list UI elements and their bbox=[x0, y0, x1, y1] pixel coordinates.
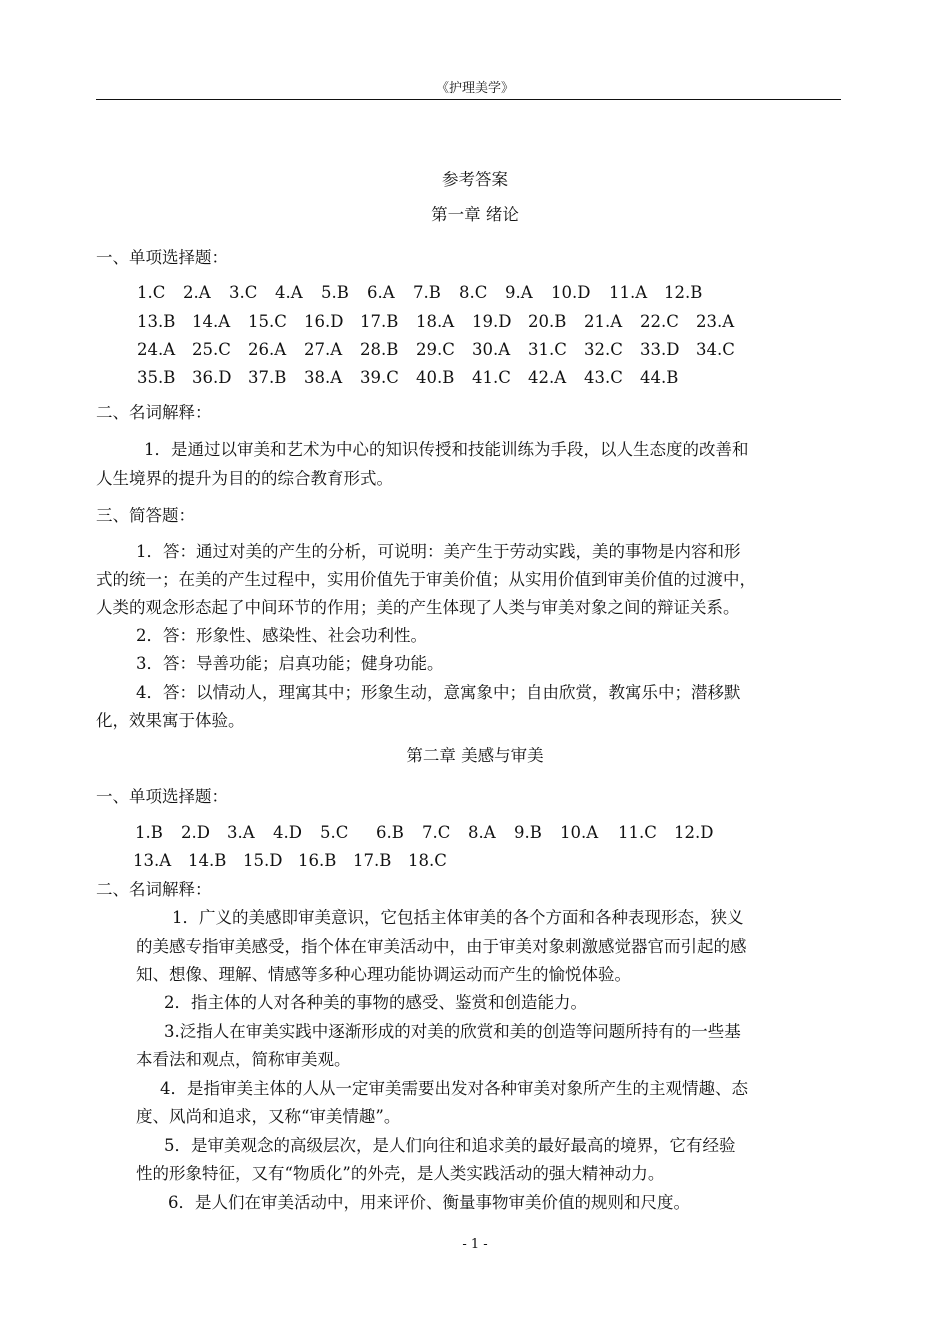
doc-title: 参考答案 bbox=[442, 170, 508, 189]
answer-item: 23.A bbox=[696, 312, 735, 331]
answer-item: 9.B bbox=[514, 823, 542, 842]
ch2-term-line: 3.泛指人在审美实践中逐渐形成的对美的欣赏和美的创造等问题所持有的一些基 bbox=[164, 1022, 741, 1041]
running-header: 《护理美学》 bbox=[435, 81, 514, 96]
answer-item: 7.B bbox=[413, 283, 441, 302]
answer-item: 11.A bbox=[609, 283, 648, 302]
ch1-short-line: 人类的观念形态起了中间环节的作用；美的产生体现了人类与审美对象之间的辩证关系。 bbox=[96, 598, 740, 617]
answer-item: 10.A bbox=[560, 823, 599, 842]
ch2-term-line: 度、风尚和追求，又称“审美情趣”。 bbox=[136, 1107, 401, 1126]
answer-item: 4.D bbox=[273, 823, 302, 842]
answer-item: 3.C bbox=[229, 283, 258, 302]
answer-item: 2.D bbox=[181, 823, 210, 842]
answer-item: 15.C bbox=[248, 312, 287, 331]
ch1-mc-heading: 一、单项选择题： bbox=[96, 248, 228, 267]
answer-item: 41.C bbox=[472, 368, 511, 387]
answer-item: 16.B bbox=[298, 851, 337, 870]
answer-item: 22.C bbox=[640, 312, 679, 331]
ch2-term-line: 5．是审美观念的高级层次，是人们向往和追求美的最好最高的境界，它有经验 bbox=[164, 1136, 736, 1155]
answer-item: 2.A bbox=[183, 283, 211, 302]
answer-item: 19.D bbox=[472, 312, 512, 331]
answer-item: 3.A bbox=[227, 823, 255, 842]
answer-item: 9.A bbox=[505, 283, 533, 302]
answer-item: 5.C bbox=[320, 823, 349, 842]
answer-item: 17.B bbox=[360, 312, 399, 331]
answer-item: 5.B bbox=[321, 283, 349, 302]
answer-item: 40.B bbox=[416, 368, 455, 387]
answer-item: 16.D bbox=[304, 312, 344, 331]
answer-item: 29.C bbox=[416, 340, 455, 359]
page-number: - 1 - bbox=[462, 1237, 488, 1252]
answer-item: 32.C bbox=[584, 340, 623, 359]
ch1-term-line: 1．是通过以审美和艺术为中心的知识传授和技能训练为手段，以人生态度的改善和 bbox=[144, 440, 749, 459]
answer-item: 10.D bbox=[551, 283, 591, 302]
header-rule bbox=[96, 99, 841, 100]
answer-item: 30.A bbox=[472, 340, 511, 359]
answer-item: 33.D bbox=[640, 340, 680, 359]
ch1-short-line: 3．答：导善功能；启真功能；健身功能。 bbox=[136, 654, 444, 673]
answer-item: 20.B bbox=[528, 312, 567, 331]
answer-item: 39.C bbox=[360, 368, 399, 387]
answer-item: 37.B bbox=[248, 368, 287, 387]
chapter-1-title: 第一章 绪论 bbox=[431, 205, 519, 224]
answer-item: 18.C bbox=[408, 851, 447, 870]
answer-item: 18.A bbox=[416, 312, 455, 331]
answer-item: 12.B bbox=[664, 283, 703, 302]
answer-item: 26.A bbox=[248, 340, 287, 359]
ch1-short-line: 1．答：通过对美的产生的分析，可说明：美产生于劳动实践，美的事物是内容和形 bbox=[136, 542, 741, 561]
ch2-mc-heading: 一、单项选择题： bbox=[96, 787, 228, 806]
ch1-short-line: 化，效果寓于体验。 bbox=[96, 711, 245, 730]
ch1-short-line: 2．答：形象性、感染性、社会功利性。 bbox=[136, 626, 427, 645]
answer-item: 1.B bbox=[135, 823, 163, 842]
ch2-term-line: 4．是指审美主体的人从一定审美需要出发对各种审美对象所产生的主观情趣、态 bbox=[160, 1079, 748, 1098]
answer-item: 34.C bbox=[696, 340, 735, 359]
ch1-short-heading: 三、简答题： bbox=[96, 506, 195, 525]
answer-item: 25.C bbox=[192, 340, 231, 359]
answer-item: 38.A bbox=[304, 368, 343, 387]
answer-item: 17.B bbox=[353, 851, 392, 870]
answer-item: 6.A bbox=[367, 283, 395, 302]
ch1-term-line: 人生境界的提升为目的的综合教育形式。 bbox=[96, 469, 393, 488]
ch2-term-line: 6．是人们在审美活动中，用来评价、衡量事物审美价值的规则和尺度。 bbox=[168, 1193, 690, 1212]
answer-item: 21.A bbox=[584, 312, 623, 331]
answer-item: 27.A bbox=[304, 340, 343, 359]
answer-item: 13.B bbox=[137, 312, 176, 331]
chapter-2-title: 第二章 美感与审美 bbox=[406, 746, 544, 765]
ch1-short-line: 4．答：以情动人，理寓其中；形象生动，意寓象中；自由欣赏，教寓乐中；潜移默 bbox=[136, 683, 741, 702]
answer-item: 11.C bbox=[618, 823, 657, 842]
ch2-term-line: 2．指主体的人对各种美的事物的感受、鉴赏和创造能力。 bbox=[164, 993, 587, 1012]
ch2-term-line: 的美感专指审美感受，指个体在审美活动中，由于审美对象刺激感觉器官而引起的感 bbox=[136, 937, 747, 956]
ch1-terms-heading: 二、名词解释： bbox=[96, 403, 212, 422]
answer-item: 1.C bbox=[137, 283, 166, 302]
answer-item: 8.C bbox=[459, 283, 488, 302]
ch2-term-line: 本看法和观点，简称审美观。 bbox=[136, 1050, 351, 1069]
answer-item: 6.B bbox=[376, 823, 404, 842]
answer-item: 43.C bbox=[584, 368, 623, 387]
answer-item: 44.B bbox=[640, 368, 679, 387]
answer-item: 4.A bbox=[275, 283, 303, 302]
answer-item: 14.B bbox=[188, 851, 227, 870]
answer-item: 28.B bbox=[360, 340, 399, 359]
answer-item: 12.D bbox=[674, 823, 714, 842]
ch2-term-line: 性的形象特征，又有“物质化”的外壳，是人类实践活动的强大精神动力。 bbox=[136, 1164, 665, 1183]
answer-item: 14.A bbox=[192, 312, 231, 331]
answer-item: 7.C bbox=[422, 823, 451, 842]
answer-item: 15.D bbox=[243, 851, 283, 870]
ch2-terms-heading: 二、名词解释： bbox=[96, 880, 212, 899]
answer-item: 13.A bbox=[133, 851, 172, 870]
answer-item: 42.A bbox=[528, 368, 567, 387]
ch2-term-line: 知、想像、理解、情感等多种心理功能协调运动而产生的愉悦体验。 bbox=[136, 965, 631, 984]
answer-item: 36.D bbox=[192, 368, 232, 387]
answer-item: 35.B bbox=[137, 368, 176, 387]
ch1-short-line: 式的统一；在美的产生过程中，实用价值先于审美价值；从实用价值到审美价值的过渡中， bbox=[96, 570, 756, 589]
answer-item: 8.A bbox=[468, 823, 496, 842]
answer-item: 24.A bbox=[137, 340, 176, 359]
ch2-term-line: 1．广义的美感即审美意识，它包括主体审美的各个方面和各种表现形态，狭义 bbox=[172, 908, 744, 927]
answer-item: 31.C bbox=[528, 340, 567, 359]
